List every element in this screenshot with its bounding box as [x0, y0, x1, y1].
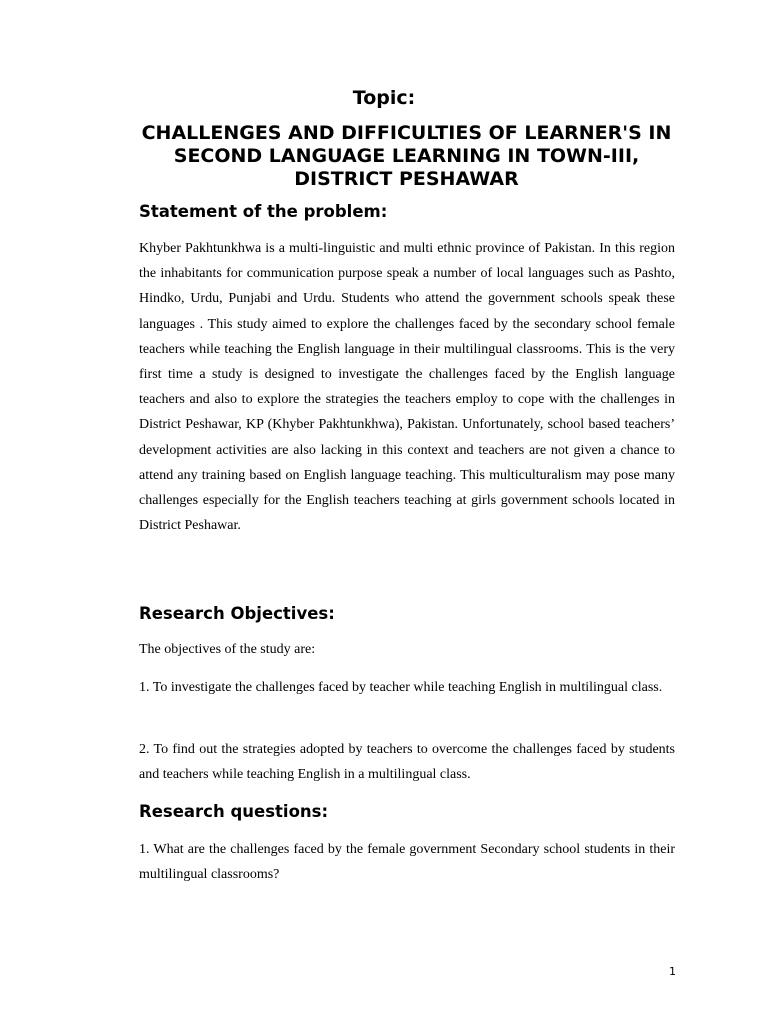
- question-item-1: 1. What are the challenges faced by the female government Secondary school students in their multilingual classrooms?: [139, 842, 675, 883]
- objective-item-2: 2. To find out the strategies adopted by teachers to overcome the challenges faced by students and teachers while teaching English in a multilingual class.: [139, 742, 675, 783]
- page-number: 1: [669, 965, 676, 978]
- document-title: CHALLENGES AND DIFFICULTIES OF LEARNER'S IN SECOND LANGUAGE LEARNING IN TOWN-III, DISTRICT PESHAWAR: [141, 122, 672, 190]
- objective-item-1: 1. To investigate the challenges faced by teacher while teaching English in multilingual class.: [139, 680, 663, 695]
- questions-heading: Research questions:: [139, 802, 329, 821]
- topic-label: Topic:: [352, 87, 416, 109]
- statement-heading: Statement of the problem:: [139, 202, 388, 221]
- statement-paragraph: Khyber Pakhtunkhwa is a multi-linguistic and multi ethnic province of Pakistan. In this region the inhabitants for communication purpose speak a number of local languages such as Pashto, Hindko, Urdu, Punjabi and Urdu. Students who attend the government schools speak these languages . This study aimed to explore the challenges faced by the secondary school female teachers while teaching the English language in their multilingual classrooms. This is the very first time a study is designed to investigate the challenges faced by the English language teachers and also to explore the strategies the teachers employ to cope with the challenges in District Peshawar, KP (Khyber Pakhtunkhwa), Pakistan. Unfortunately, school based teachers’ development activities are also lacking in this context and teachers are not given a chance to attend any training based on English language teaching. This multiculturalism may pose many challenges especially for the English teachers teaching at girls government schools located in District Peshawar.: [139, 241, 675, 534]
- objectives-heading: Research Objectives:: [139, 604, 335, 623]
- objectives-intro: The objectives of the study are:: [139, 642, 316, 657]
